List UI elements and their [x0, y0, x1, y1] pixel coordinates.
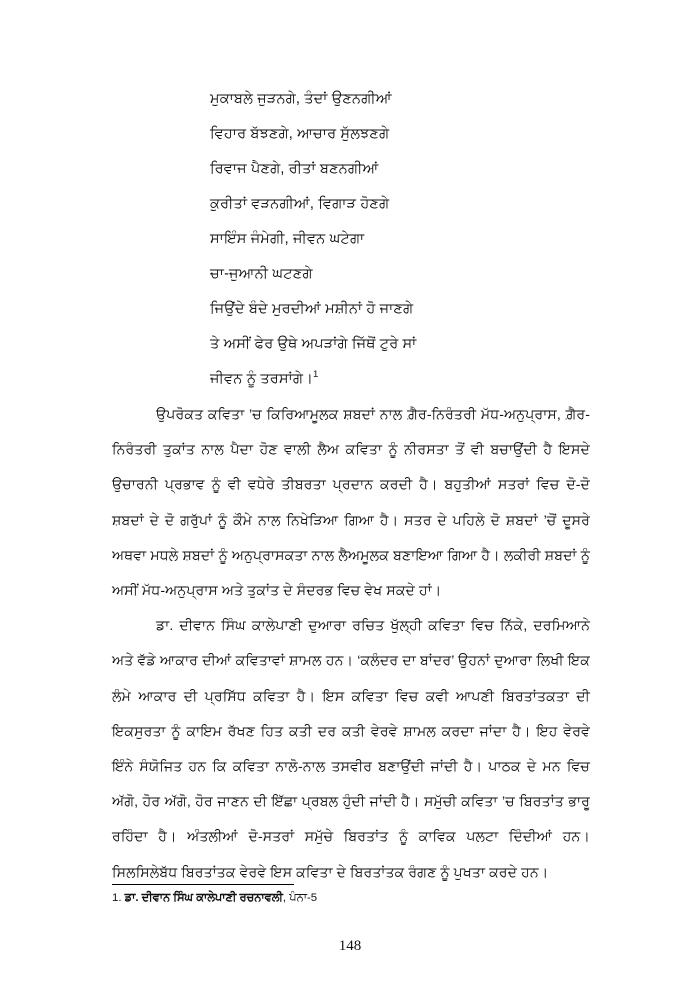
footnote-separator-rule — [112, 884, 294, 885]
poem-line: ਚਾ-ਜੁਆਨੀ ਘਟਣਗੇ — [210, 266, 313, 282]
poem-line: ਮੁਕਾਬਲੇ ਜੁੜਨਗੇ, ਤੰਦਾਂ ਉਣਨਗੀਆਂ — [210, 91, 392, 107]
paragraph-first: ਉਪਰੋਕਤ ਕਵਿਤਾ ’ਚ ਕਿਰਿਆਮੂਲਕ ਸ਼ਬਦਾਂ ਨਾਲ ਗ਼ੈਰ-ਨਿਰੰਤਰੀ ਮੱਧ-ਅਨੁਪ੍ਰਾਸ, ਗ਼ੈਰ-ਨਿਰੰਤਰੀ ਤੁਕਾਂਤ ਨਾਲ ਪੈਦਾ ਹੋਣ ਵਾਲੀ ਲੈਅ ਕਵਿਤਾ ਨੂੰ ਨੀਰਸਤਾ ਤੋਂ ਵੀ ਬਚਾਉਂਦੀ ਹੈ ਇਸਦੇ ਉਚਾਰਨੀ ਪ੍ਰਭਾਵ ਨੂੰ ਵੀ ਵਧੇਰੇ ਤੀਬਰਤਾ ਪ੍ਰਦਾਨ ਕਰਦੀ ਹੈ। ਬਹੁਤੀਆਂ ਸਤਰਾਂ ਵਿਚ ਦੋ-ਦੋ ਸ਼ਬਦਾਂ ਦੇ ਦੋ ਗਰੁੱਪਾਂ ਨੂੰ ਕੌਮੇ ਨਾਲ ਨਿਖੇੜਿਆ ਗਿਆ ਹੈ। ਸਤਰ ਦੇ ਪਹਿਲੇ ਦੋ ਸ਼ਬਦਾਂ ’ਚੋਂ ਦੂਸਰੇ ਅਥਵਾ ਮਧਲੇ ਸ਼ਬਦਾਂ ਨੂੰ ਅਨੁਪ੍ਰਾਸਕਤਾ ਨਾਲ ਲੈਅਮੂਲਕ ਬਣਾਇਆ ਗਿਆ ਹੈ। ਲਕੀਰੀ ਸ਼ਬਦਾਂ ਨੂੰ ਅਸੀਂ ਮੱਧ-ਅਨੁਪ੍ਰਾਸ ਅਤੇ ਤੁਕਾਂਤ ਦੇ ਸੰਦਰਭ ਵਿਚ ਵੇਖ ਸਕਦੇ ਹਾਂ। — [112, 407, 590, 600]
footnote-number: 1. — [112, 892, 122, 904]
poem-line: ਤੇ ਅਸੀਂ ਫੇਰ ਉਥੇ ਅਪੜਾਂਗੇ ਜਿੱਥੋਂ ਟੁਰੇ ਸਾਂ — [210, 336, 417, 352]
poem-line: ਵਿਹਾਰ ਬੱਝਣਗੇ, ਆਚਾਰ ਸੁੱਲਝਣਗੇ — [210, 126, 390, 142]
poem-line-last — [210, 362, 540, 397]
poem-line: ਕੁਰੀਤਾਂ ਵੜਨਗੀਆਂ, ਵਿਗਾੜ ਹੋਣਗੇ — [210, 196, 390, 212]
footnote-page-ref: , ਪੰਨਾ-5 — [282, 892, 318, 904]
poem-line: ਜਿਉਂਦੇ ਬੰਦੇ ਮੁਰਦੀਆਂ ਮਸ਼ੀਨਾਂ ਹੋ ਜਾਣਗੇ — [210, 301, 414, 317]
body-text-area — [112, 398, 590, 891]
page-number: 148 — [338, 938, 362, 954]
footnote-reference-marker: 1 — [313, 369, 319, 381]
poem-line: ਸਾਇੰਸ ਜੰਮੇਗੀ, ਜੀਵਨ ਘਟੇਗਾ — [210, 231, 365, 247]
poem-block — [210, 82, 540, 397]
footnote — [112, 890, 532, 906]
poem-line-text: ਜੀਵਨ ਨੂੰ ਤਰਸਾਂਗੇ। — [210, 371, 313, 387]
paragraph-second: ਡਾ. ਦੀਵਾਨ ਸਿੰਘ ਕਾਲੇਪਾਣੀ ਦੁਆਰਾ ਰਚਿਤ ਖੁੱਲ੍ਹੀ ਕਵਿਤਾ ਵਿਚ ਨਿੱਕੇ, ਦਰਮਿਆਨੇ ਅਤੇ ਵੱਡੇ ਆਕਾਰ ਦੀਆਂ ਕਵਿਤਾਵਾਂ ਸ਼ਾਮਲ ਹਨ। ‘ਕਲੰਦਰ ਦਾ ਬਾਂਦਰ’ ਉਹਨਾਂ ਦੁਆਰਾ ਲਿਖੀ ਇਕ ਲੰਮੇ ਆਕਾਰ ਦੀ ਪ੍ਰਸਿੱਧ ਕਵਿਤਾ ਹੈ। ਇਸ ਕਵਿਤਾ ਵਿਚ ਕਵੀ ਆਪਣੀ ਬਿਰਤਾਂਤਕਤਾ ਦੀ ਇਕਸੁਰਤਾ ਨੂੰ ਕਾਇਮ ਰੱਖਣ ਹਿਤ ਕਤੀ ਦਰ ਕਤੀ ਵੇਰਵੇ ਸ਼ਾਮਲ ਕਰਦਾ ਜਾਂਦਾ ਹੈ। ਇਹ ਵੇਰਵੇ ਇੰਨੇ ਸੰਯੋਜਿਤ ਹਨ ਕਿ ਕਵਿਤਾ ਨਾਲੋ-ਨਾਲ ਤਸਵੀਰ ਬਣਾਉਂਦੀ ਜਾਂਦੀ ਹੈ। ਪਾਠਕ ਦੇ ਮਨ ਵਿਚ ਅੱਗੋ, ਹੋਰ ਅੱਗੋ, ਹੋਰ ਜਾਣਨ ਦੀ ਇੱਛਾ ਪ੍ਰਬਲ ਹੁੰਦੀ ਜਾਂਦੀ ਹੈ। ਸਮੁੱਚੀ ਕਵਿਤਾ ’ਚ ਬਿਰਤਾਂਤ ਭਾਰੂ ਰਹਿੰਦਾ ਹੈ। ਅੰਤਲੀਆਂ ਦੋ-ਸਤਰਾਂ ਸਮੁੱਚੇ ਬਿਰਤਾਂਤ ਨੂੰ ਕਾਵਿਕ ਪਲਟਾ ਦਿੰਦੀਆਂ ਹਨ। ਸਿਲਸਿਲੇਬੱਧ ਬਿਰਤਾਂਤਕ ਵੇਰਵੇ ਇਸ ਕਵਿਤਾ ਦੇ ਬਿਰਤਾਂਤਕ ਰੰਗਣ ਨੂੰ ਪੁਖਤਾ ਕਰਦੇ ਹਨ। — [112, 618, 590, 881]
poem-line: ਰਿਵਾਜ ਪੈਣਗੇ, ਰੀਤਾਂ ਬਣਨਗੀਆਂ — [210, 161, 379, 177]
footnote-title: ਡਾ. ਦੀਵਾਨ ਸਿੰਘ ਕਾਲੇਪਾਣੀ ਰਚਨਾਵਲੀ — [124, 892, 283, 904]
